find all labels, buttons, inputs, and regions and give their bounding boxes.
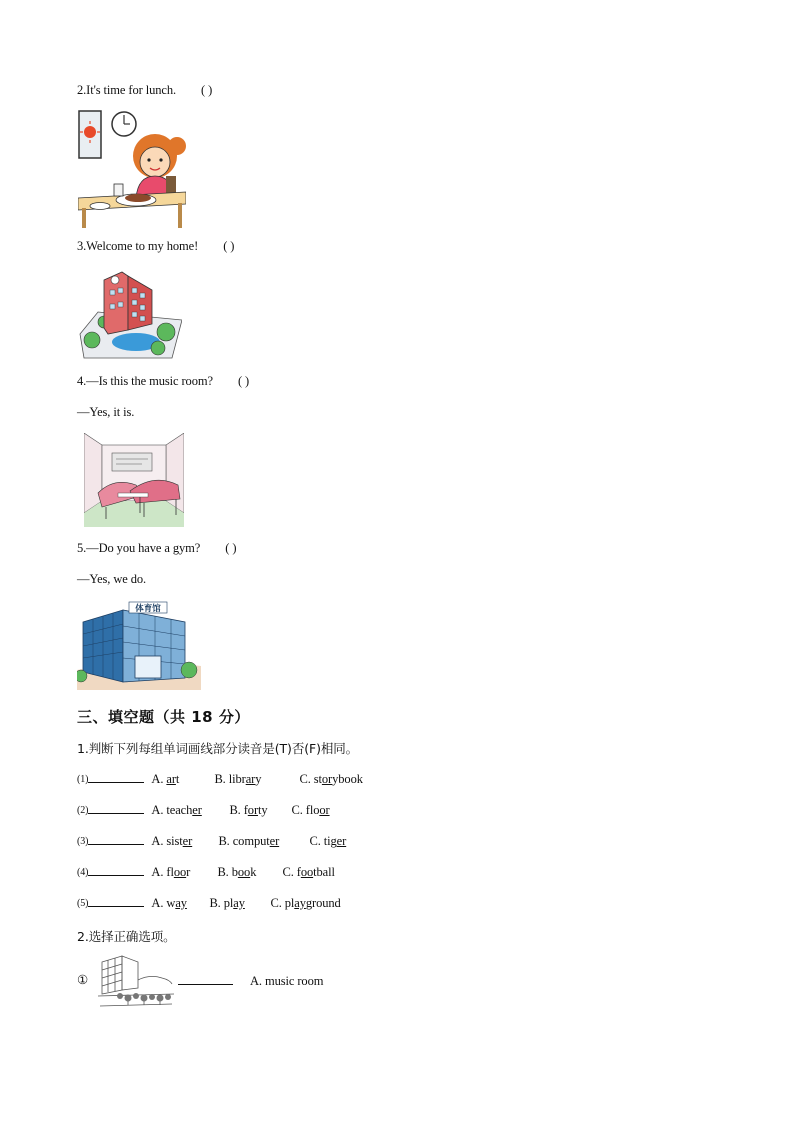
answer-blank[interactable] [88, 801, 144, 814]
answer-blank[interactable] [88, 863, 144, 876]
answer-paren-4[interactable]: ( ) [237, 374, 250, 388]
item-number: (5) [77, 898, 89, 909]
answer-blank[interactable] [88, 770, 144, 783]
option-b: B. forty [229, 803, 268, 817]
choice-item-marker: ① [77, 973, 89, 987]
question-5-text: 5.—Do you have a gym? [77, 541, 201, 555]
item-number: (1) [77, 774, 89, 785]
answer-paren-2[interactable]: ( ) [201, 83, 213, 97]
question-4 [77, 374, 249, 389]
answer-blank[interactable] [178, 972, 233, 985]
option-c: C. playground [270, 896, 341, 910]
option-b: B. book [217, 865, 257, 879]
phonics-item [77, 801, 330, 818]
option-music-room: A. music room [250, 974, 324, 988]
question-5-answer: —Yes, we do. [77, 572, 147, 586]
phonics-item [77, 770, 363, 787]
question-4-text: 4.—Is this the music room? [77, 374, 213, 388]
phonics-item [77, 894, 341, 911]
building-sketch-picture [98, 954, 174, 1010]
question-4-answer: —Yes, it is. [77, 405, 135, 419]
gym-picture [77, 600, 201, 690]
option-a: A. teacher [151, 803, 202, 817]
question-5 [77, 541, 236, 556]
phonics-instruction: 1.判断下列每组单词画线部分读音是(T)否(F)相同。 [77, 741, 359, 756]
question-2-text: 2.It's time for lunch. [77, 83, 176, 97]
answer-blank[interactable] [88, 832, 144, 845]
option-c: C. football [282, 865, 335, 879]
option-a: A. art [151, 772, 180, 786]
music-room-picture [84, 433, 184, 527]
gym-sign-text: 体育馆 [135, 604, 161, 614]
question-2 [77, 83, 212, 98]
home-picture [78, 268, 182, 360]
choice-instruction: 2.选择正确选项。 [77, 929, 176, 944]
option-a: A. way [151, 896, 187, 910]
option-c: C. floor [291, 803, 330, 817]
choice-item [178, 972, 323, 989]
option-a: A. sister [151, 834, 193, 848]
item-number: (4) [77, 867, 89, 878]
item-number: (2) [77, 805, 89, 816]
option-c: C. storybook [299, 772, 363, 786]
answer-paren-5[interactable]: ( ) [225, 541, 237, 555]
option-b: B. library [214, 772, 262, 786]
phonics-item [77, 863, 335, 880]
option-b: B. play [209, 896, 245, 910]
lunch-picture [78, 110, 186, 228]
question-3 [77, 239, 234, 254]
phonics-item [77, 832, 346, 849]
answer-blank[interactable] [88, 894, 144, 907]
section-heading: 三、填空题（共 18 分） [77, 708, 250, 726]
option-a: A. floor [151, 865, 191, 879]
question-3-text: 3.Welcome to my home! [77, 239, 199, 253]
option-c: C. tiger [309, 834, 347, 848]
option-b: B. computer [218, 834, 280, 848]
item-number: (3) [77, 836, 89, 847]
answer-paren-3[interactable]: ( ) [223, 239, 235, 253]
